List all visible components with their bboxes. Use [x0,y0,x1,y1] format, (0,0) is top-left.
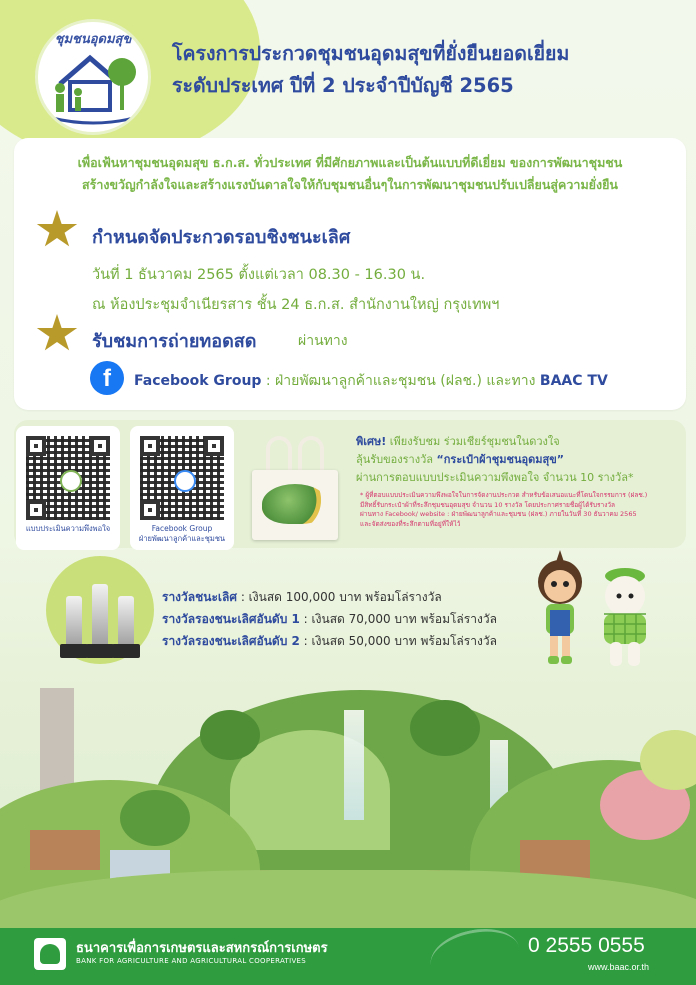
note-line-1: * ผู้ที่ตอบแบบประเมินความพึงพอใจในการจัดงานประกวด สำหรับข้อเสนอแนะที่โดนใจกรรมการ (ฝลช.) [360,491,648,499]
phone-number[interactable]: 0 2555 0555 [528,934,645,957]
qr-card-facebook[interactable] [130,426,234,550]
star-icon [36,210,78,250]
website-link[interactable]: www.baac.or.th [588,962,650,972]
bank-name-en: BANK FOR AGRICULTURE AND AGRICULTURAL COOPERATIVES [76,957,307,965]
baac-tv-label[interactable]: BAAC TV [539,373,608,389]
qr-center-logo-icon [60,470,82,492]
page-title [172,38,569,102]
waterfall [344,710,364,820]
trophy [92,584,108,650]
facebook-dept: : ฝ่ายพัฒนาลูกค้าและชุมชน (ฝลช.) และทาง [261,373,540,389]
intro-line-1: เพื่อเฟ้นหาชุมชนอุดมสุข ธ.ก.ส. ทั่วประเทศ ที่มีศักยภาพและเป็นต้นแบบที่ดีเยี่ยม ของการพัฒนาชุมชน [77,155,623,170]
logo-house-icon [38,22,148,132]
qr-label-survey: แบบประเมินความพึงพอใจ [25,524,111,533]
title-line-1: โครงการประกวดชุมชนอุดมสุขที่ยั่งยืนยอดเยี่ยม [172,42,570,65]
trophy [66,596,82,650]
qr-card-survey[interactable] [16,426,120,550]
qr-center-facebook-icon [174,470,196,492]
trophy-group [46,556,154,664]
prize-3 [162,632,497,651]
intro-line-2: สร้างขวัญกำลังใจและสร้างแรงบันดาลใจให้กับชุมชนอื่นๆในการพัฒนาชุมชนปรับเปลี่ยนสู่ความยั่งยืน [82,177,618,192]
facebook-line [134,370,608,392]
schedule-place: ณ ห้องประชุมจำเนียรสาร ชั้น 24 ธ.ก.ส. สำนักงานใหญ่ กรุงเทพฯ [92,297,500,313]
qr-code-facebook[interactable] [140,436,224,520]
tree [120,790,190,846]
prize-2-detail: : เงินสด 70,000 บาท พร้อมโล่รางวัล [299,612,497,626]
landscape-illustration [0,670,696,928]
trophy-base [86,644,114,658]
live-via: ผ่านทาง [298,333,348,349]
prize-3-detail: : เงินสด 50,000 บาท พร้อมโล่รางวัล [299,634,497,648]
trophy [118,596,134,650]
prize-2-title: รางวัลรองชนะเลิศอันดับ 1 [162,612,300,626]
prize-2 [162,610,497,629]
note-line-3: ผ่านทาง Facebook/ website : ฝ่ายพัฒนาลูกค้าและชุมชน (ฝลช.) ภายในวันที่ 30 ธันวาคม 2565 [360,510,637,518]
mascot-boy [594,566,656,670]
house [30,830,100,870]
prize-3-title: รางวัลรองชนะเลิศอันดับ 2 [162,634,300,648]
mascot-girl [532,548,588,666]
tree [200,710,260,760]
star-icon [36,314,78,354]
note-line-2: มีสิทธิ์รับกระเป๋าผ้าที่ระลึกชุมชนอุดมสุข จำนวน 10 รางวัล โดยประกาศรายชื่อผู้ได้รับรางวัล [360,500,616,509]
wheat-decoration [425,921,524,985]
schedule-heading: กำหนดจัดประกวดรอบชิงชนะเลิศ [92,227,351,248]
title-line-2: ระดับประเทศ ปีที่ 2 ประจำปีบัญชี 2565 [172,74,514,97]
logo-text: ชุมชนอุดมสุข [54,32,132,47]
live-heading: รับชมการถ่ายทอดสด [92,331,257,352]
special-note [360,491,647,529]
prize-1 [162,588,442,607]
baac-logo [34,938,66,970]
qr-label-facebook-line1: Facebook Group [151,524,213,533]
special-line-1 [356,433,633,451]
prize-1-title: รางวัลชนะเลิศ [162,590,237,604]
qr-code-survey[interactable] [26,436,110,520]
tree [410,700,480,756]
intro-text [14,152,686,196]
special-label: พิเศษ! [356,435,387,448]
tote-bag [252,436,338,540]
bag-art [262,484,328,524]
special-offer [356,433,633,487]
qr-label-facebook [130,524,234,544]
trophy-base [60,644,88,658]
foreground-field [0,870,696,928]
special-line-2 [356,451,633,469]
special-line-3: ผ่านการตอบแบบประเมินความพึงพอใจ จำนวน 10 รางวัล* [356,471,634,484]
prize-1-detail: : เงินสด 100,000 บาท พร้อมโล่รางวัล [237,590,442,604]
facebook-icon[interactable]: f [90,361,124,395]
special-line2-prefix: ลุ้นรับของรางวัล [356,453,437,466]
bank-name-th: ธนาคารเพื่อการเกษตรและสหกรณ์การเกษตร [76,941,328,956]
note-line-4: และจัดส่งของที่ระลึกตามที่อยู่ที่ให้ไว้ [360,519,461,528]
qr-label-facebook-line2: ฝ่ายพัฒนาลูกค้าและชุมชน [138,534,226,543]
special-line1-rest: เพียงรับชม ร่วมเชียร์ชุมชนในดวงใจ [386,435,560,448]
community-logo [38,22,148,132]
facebook-group-label[interactable]: Facebook Group [134,373,262,389]
footer [0,928,696,985]
schedule-date: วันที่ 1 ธันวาคม 2565 ตั้งแต่เวลา 08.30 - 16.30 น. [92,267,426,283]
info-card [14,138,686,410]
special-prize-name: “กระเป๋าผ้าชุมชนอุดมสุข” [436,453,564,466]
trophy-base [112,644,140,658]
